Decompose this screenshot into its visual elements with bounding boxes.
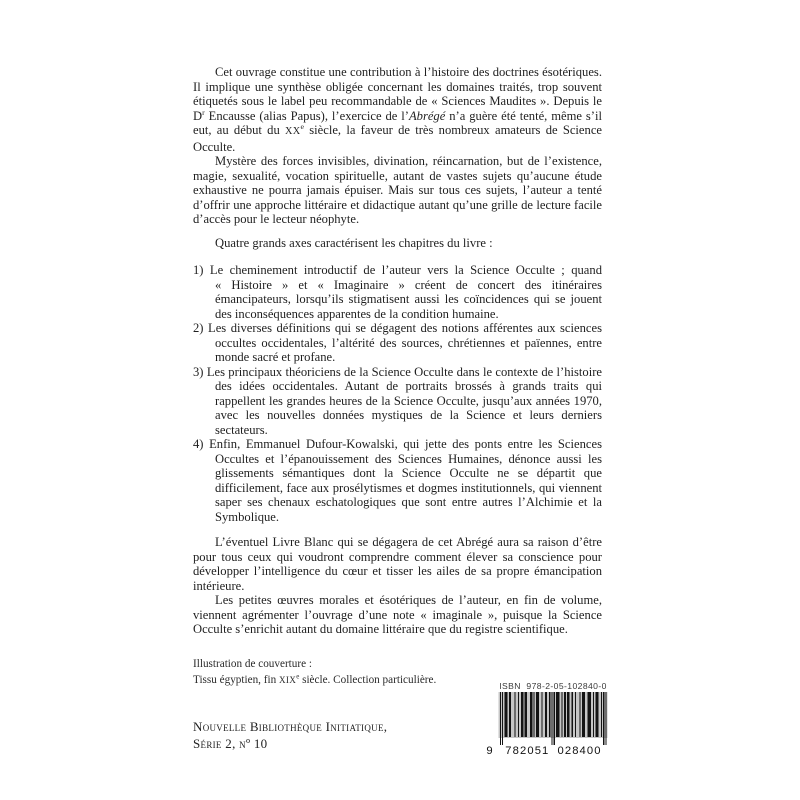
- barcode-bar: [587, 692, 590, 737]
- credit-line: [193, 657, 513, 673]
- credit-line: [193, 673, 513, 689]
- barcode-bar: [556, 692, 559, 737]
- text-run: L’éventuel Livre Blanc qui se dégagera de cet Abrégé aura sa raison d’être pour tous ceux qui voudront comprendre comment élever sa conscience pour développer l’intelligence du cœur et tisser les ailes de sa propre émancipation intérieure.: [193, 535, 602, 593]
- list-item: [193, 437, 602, 524]
- superscript-text: e: [296, 671, 300, 680]
- ean-left-group: 782051: [505, 744, 550, 756]
- smallcaps-text: XIX: [279, 674, 297, 685]
- text-run: Illustration de couverture :: [193, 658, 312, 670]
- publisher-line: Série 2, nº 10: [193, 736, 268, 751]
- list-item: [193, 321, 602, 365]
- barcode-bar: [541, 692, 542, 737]
- body-text: [193, 65, 602, 637]
- barcode-bar: [514, 692, 515, 737]
- list-number: 3): [193, 364, 207, 379]
- paragraph: [193, 535, 602, 593]
- barcode-bar: [518, 692, 519, 737]
- barcode-bar: [572, 692, 573, 737]
- text-run: Cet ouvrage constitue une contribution à l’histoire des doctrines ésotériques. Il implique une synthèse obligée concernant les domaines traités, trop souvent étiquetés sous le label peu recommandable de « Sciences Maudites ». Depuis le D: [193, 65, 602, 123]
- barcode-bar: [545, 692, 547, 737]
- text-run: Tissu égyptien, fin: [193, 673, 279, 686]
- barcode-bar: [562, 692, 563, 737]
- barcode-bar: [580, 692, 581, 737]
- barcode-bar: [567, 692, 569, 737]
- barcode-bar: [605, 692, 606, 745]
- text-run: Enfin, Emmanuel Dufour-Kowalski, qui jette des ponts entre les Sciences Occultes et l’épanouissement des Sciences Humaines, dénonce aussi les glissements sémantiques dont la Science Occulte ne se départit que difficilement, face aux prosélytismes et dogmes institutionnels, qui viennent saper ses chenaux eschatologiques que sont entre autres l’Alchimie et la Symbolique.: [209, 437, 602, 524]
- paragraph: [193, 65, 602, 154]
- superscript-text: e: [300, 121, 305, 131]
- text-run: siècle. Collection particulière.: [299, 673, 437, 686]
- barcode-bar: [521, 692, 523, 737]
- barcode-bar: [593, 692, 594, 737]
- list-item: [193, 365, 602, 438]
- list-number: 4): [193, 437, 210, 451]
- italic-text: Abrégé: [408, 108, 446, 123]
- text-run: Le cheminement introductif de l’auteur vers la Science Occulte ; quand « Histoire » et « Imaginaire » créent de concert des itinéraires émancipateurs, lorsqu’ils stigmatisent aussi les coïncidences qui se jouent des inconséquences apparentes de la condition humaine.: [209, 263, 602, 321]
- barcode-bar: [564, 692, 566, 737]
- publisher-collection: [193, 718, 513, 752]
- ean-right-group: 028400: [557, 744, 602, 756]
- barcode-bar: [582, 692, 585, 737]
- isbn-label: ISBN 978-2-05-102840-0: [499, 681, 607, 691]
- publisher-line: Nouvelle Bibliothèque Initiatique,: [193, 719, 388, 734]
- barcode-bar: [551, 692, 552, 745]
- barcode-bar: [536, 692, 539, 737]
- list-number: 2): [193, 321, 209, 335]
- list-number: 1): [193, 263, 210, 277]
- text-run: Les petites œuvres morales et ésotériques de l’auteur, en fin de volume, viennent agrémenter l’ouvrage d’une note « imaginale », puisque la Science Occulte s’enrichit autant du domaine littéraire que du registre scientifique.: [193, 593, 602, 636]
- text-run: Mystère des forces invisibles, divination, réincarnation, but de l’existence, magie, sexualité, vocation spirituelle, autant de vastes sujets qu’aucune étude exhaustive ne pourra jamais épuiser. Mais sur tous ces sujets, l’auteur a tenté d’offrir une approche littéraire et didactique autant qu’une grille de lecture facile d’accès pour le lecteur néophyte.: [193, 154, 602, 226]
- text-run: n’a guère été tenté, même s’il eut, au début du: [193, 108, 602, 137]
- barcode-bar: [601, 692, 602, 737]
- barcode-bar: [603, 692, 604, 745]
- ean-first-digit: 9: [486, 744, 494, 756]
- superscript-text: r: [202, 107, 205, 117]
- paragraph: [193, 236, 602, 251]
- paragraph: [193, 154, 602, 227]
- barcode-bar: [530, 692, 532, 737]
- cover-illustration-credit: [193, 657, 513, 688]
- text-run: Les diverses définitions qui se dégagent des notions afférentes aux sciences occultes occidentales, l’altérité des sources, chrétiennes et païennes, entre monde sacré et profane.: [208, 321, 602, 364]
- text-run: Les principaux théoriciens de la Science Occulte dans le contexte de l’histoire des idées occidentales. Autant de portraits brossés à grands traits qui rappellent les grandes heures de la Science Occulte, jusqu’aux années 1970, avec les nouvelles données mystiques de la Science et leurs derniers sectateurs.: [206, 364, 603, 437]
- barcode-bar: [575, 692, 576, 737]
- text-run: Quatre grands axes caractérisent les chapitres du livre :: [215, 235, 493, 250]
- barcode-bar: [554, 692, 555, 745]
- barcode-bar: [549, 692, 550, 737]
- text-run: Encausse (alias Papus), l’exercice de l’: [204, 108, 409, 123]
- barcode-bar: [595, 692, 598, 737]
- paragraph: [193, 593, 602, 637]
- barcode-bar: [525, 692, 527, 737]
- smallcaps-text: XX: [285, 126, 301, 137]
- text-run: siècle, la faveur de très nombreux amateurs de Science Occulte.: [193, 123, 602, 154]
- barcode-bar: [534, 692, 535, 737]
- list-item: [193, 263, 602, 321]
